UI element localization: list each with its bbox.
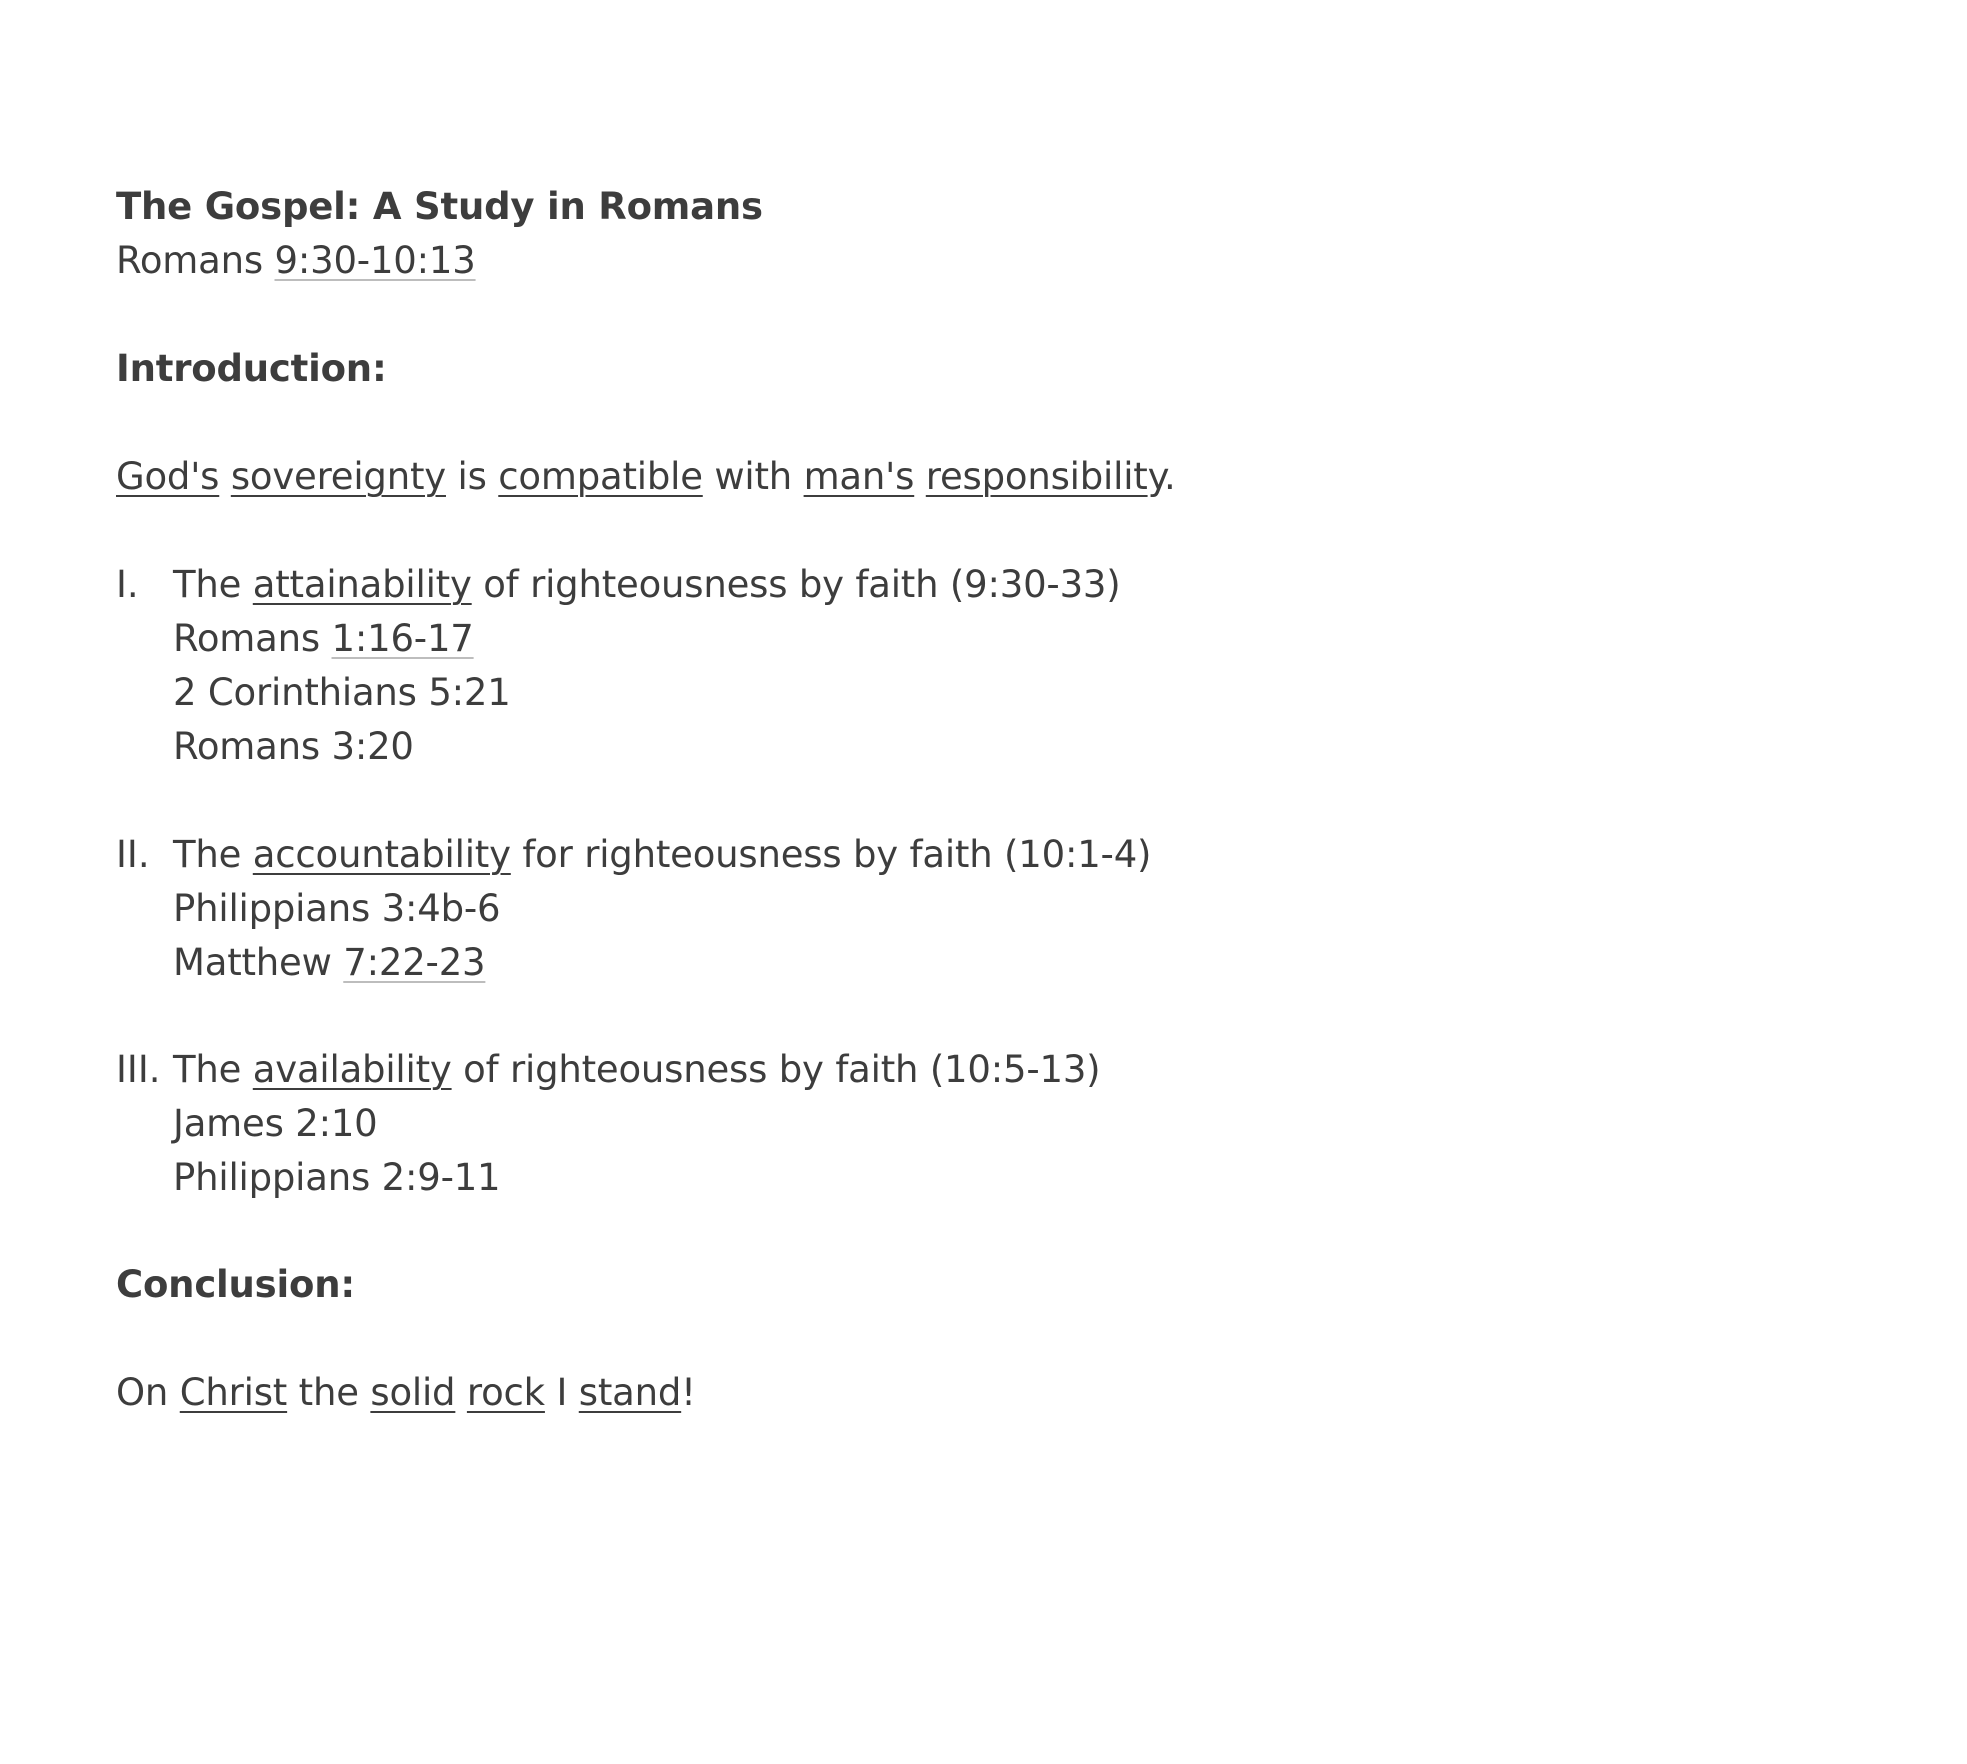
underlined-word: responsibilit	[925, 455, 1148, 498]
text-run: y.	[1147, 455, 1176, 498]
text-run: !	[681, 1371, 696, 1414]
text-run: of righteousness by faith (10:5-13)	[451, 1048, 1101, 1091]
underlined-word: stand	[578, 1371, 682, 1414]
text-run: with	[702, 455, 804, 498]
text-run: The	[173, 563, 253, 606]
scripture-reference: Philippians 3:4b-6	[173, 887, 501, 930]
point-heading	[173, 1043, 1100, 1097]
point-heading	[173, 558, 1121, 612]
text-run: I	[544, 1371, 579, 1414]
underlined-word: compatible	[498, 455, 703, 498]
scripture-reference	[173, 936, 485, 990]
text-run: is	[445, 455, 499, 498]
scripture-link[interactable]: 9:30-10:13	[274, 239, 476, 282]
text-run: Romans	[173, 617, 332, 660]
document-title: The Gospel: A Study in Romans	[116, 185, 763, 228]
point-heading	[173, 828, 1151, 882]
conclusion-heading: Conclusion:	[116, 1263, 355, 1306]
text-run	[219, 455, 231, 498]
introduction-heading: Introduction:	[116, 347, 387, 390]
subtitle-prefix: Romans	[116, 239, 275, 282]
underlined-word: God's	[116, 455, 220, 498]
text-run: the	[287, 1371, 371, 1414]
text-run: The	[173, 1048, 253, 1091]
underlined-word: man's	[803, 455, 915, 498]
scripture-reference: 2 Corinthians 5:21	[173, 671, 511, 714]
underlined-word: solid	[370, 1371, 456, 1414]
point-numeral: I.	[116, 563, 139, 606]
scripture-reference: Philippians 2:9-11	[173, 1156, 501, 1199]
scripture-reference: James 2:10	[173, 1102, 378, 1145]
text-run: for righteousness by faith (10:1-4)	[510, 833, 1152, 876]
conclusion-statement	[116, 1366, 696, 1420]
scripture-reference	[173, 612, 474, 666]
scripture-link[interactable]: 7:22-23	[343, 941, 486, 984]
point-numeral: III.	[116, 1048, 161, 1091]
point-keyword: accountability	[252, 833, 511, 876]
underlined-word: sovereignty	[230, 455, 446, 498]
introduction-statement	[116, 450, 1176, 504]
underlined-word: rock	[466, 1371, 545, 1414]
underlined-word: Christ	[179, 1371, 288, 1414]
text-run	[455, 1371, 467, 1414]
point-keyword: attainability	[252, 563, 472, 606]
text-run: of righteousness by faith (9:30-33)	[471, 563, 1121, 606]
document-subtitle	[116, 234, 476, 288]
text-run: On	[116, 1371, 180, 1414]
scripture-link[interactable]: 1:16-17	[331, 617, 474, 660]
point-keyword: availability	[252, 1048, 452, 1091]
text-run: The	[173, 833, 253, 876]
text-run	[914, 455, 926, 498]
text-run: Matthew	[173, 941, 344, 984]
point-numeral: II.	[116, 833, 150, 876]
scripture-reference: Romans 3:20	[173, 725, 414, 768]
